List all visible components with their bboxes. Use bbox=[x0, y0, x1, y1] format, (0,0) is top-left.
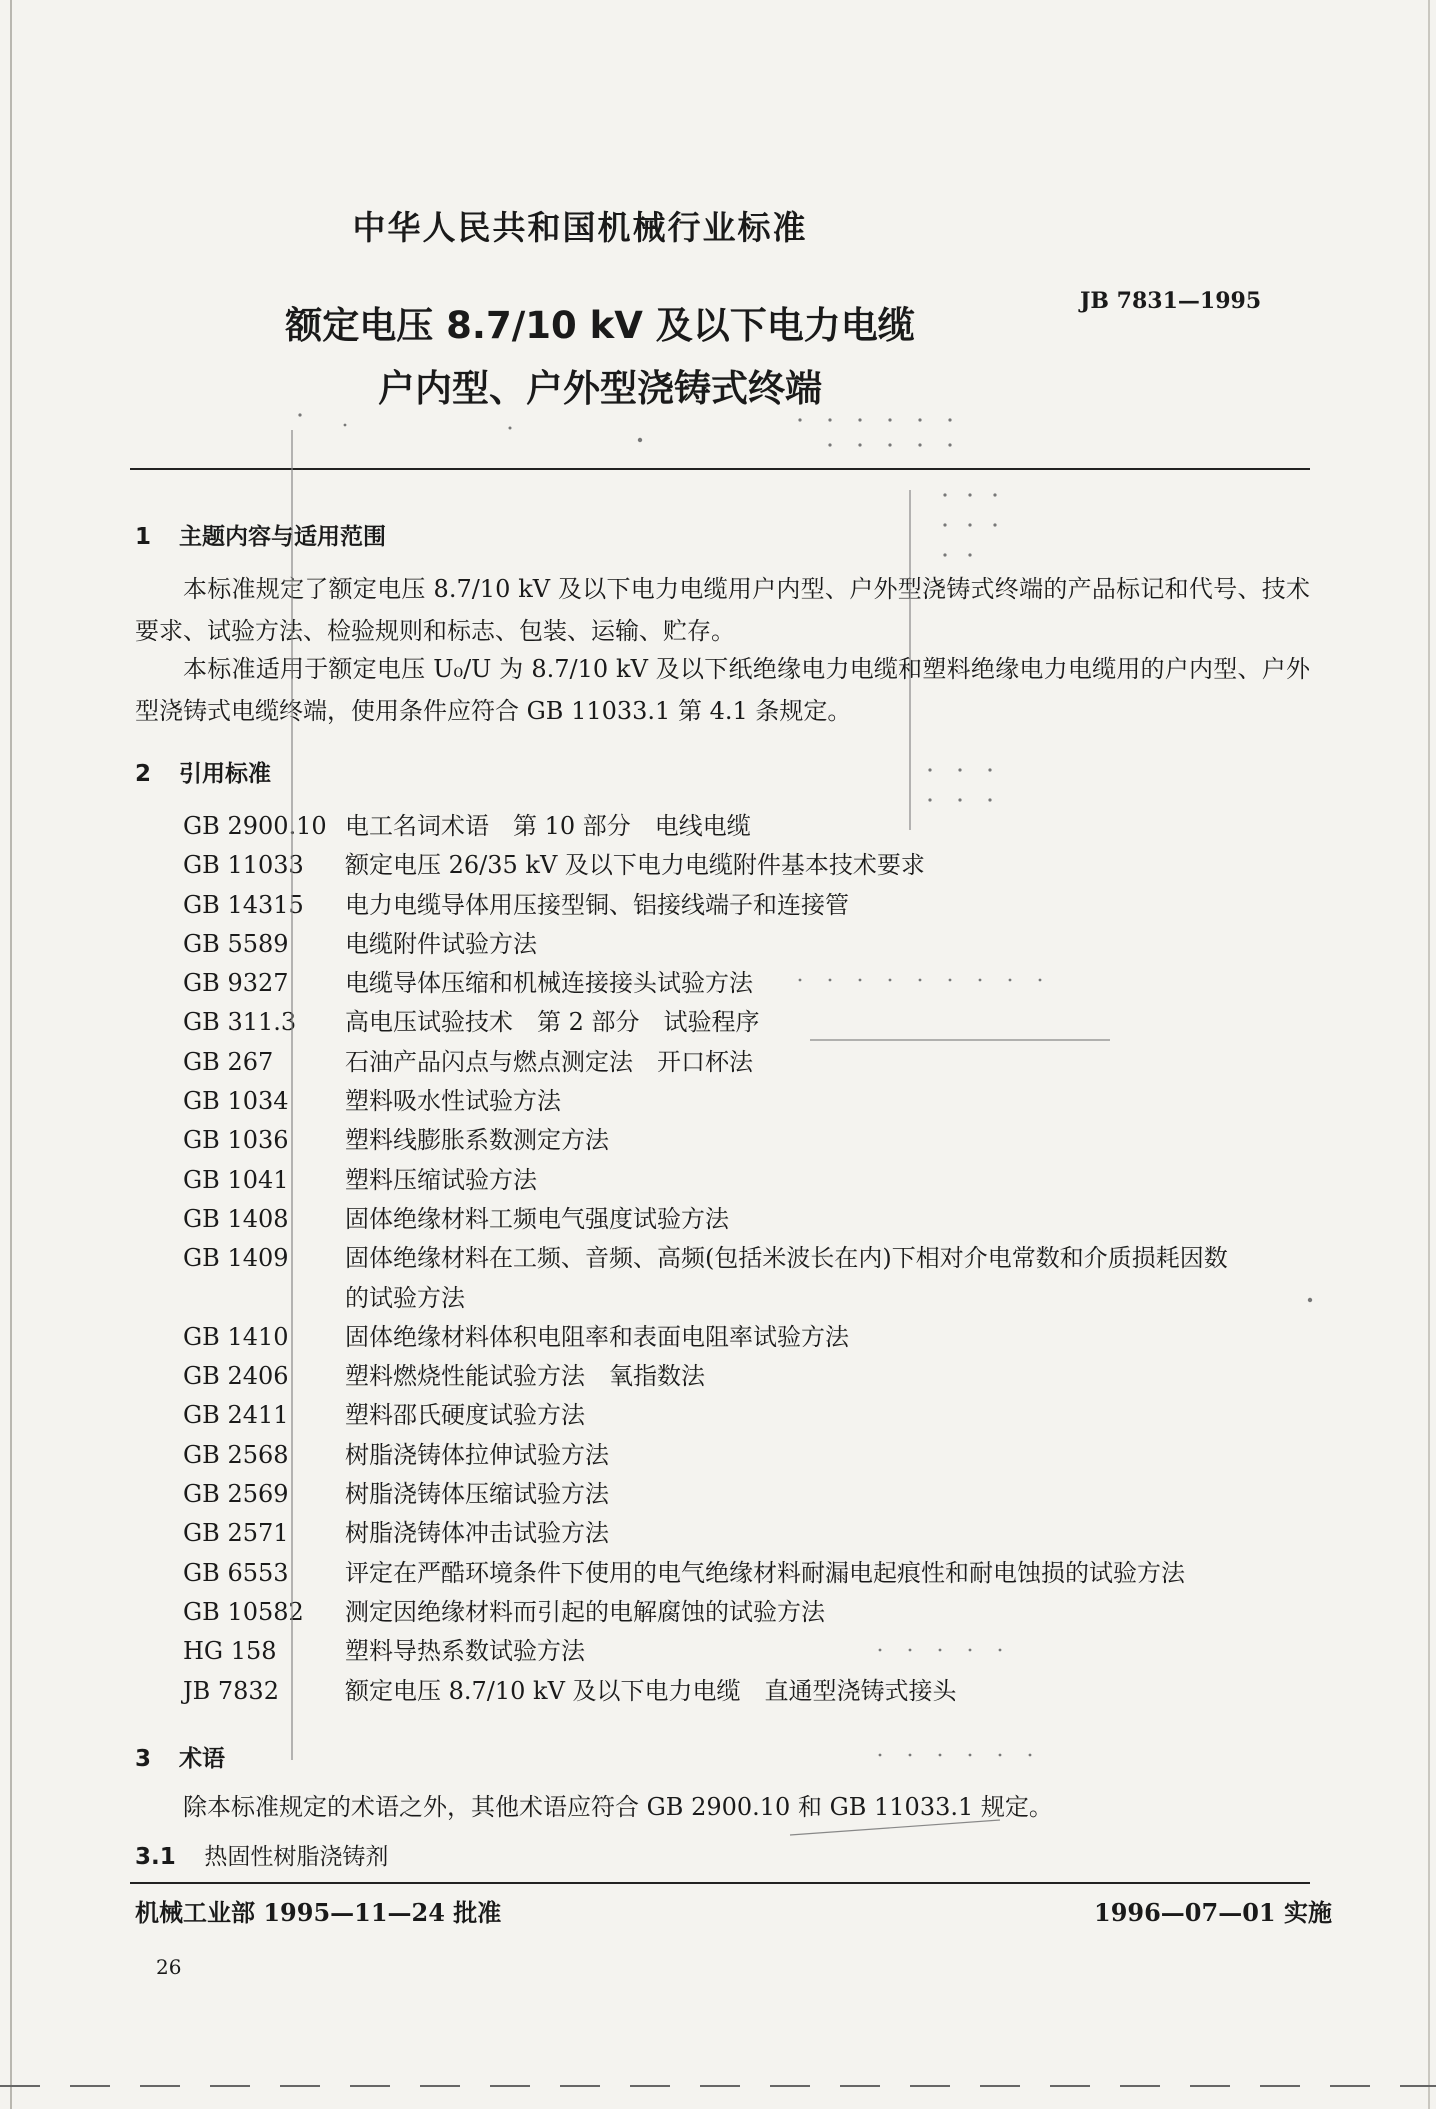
reference-title: 树脂浇铸体拉伸试验方法 bbox=[345, 1440, 609, 1469]
reference-code: JB 7832 bbox=[183, 1676, 279, 1705]
reference-title: 塑料燃烧性能试验方法 氧指数法 bbox=[345, 1362, 705, 1391]
reference-code: GB 6553 bbox=[183, 1558, 289, 1587]
standard-code: JB 7831—1995 bbox=[1080, 288, 1262, 314]
reference-title: 塑料压缩试验方法 bbox=[345, 1165, 537, 1194]
reference-code: GB 1036 bbox=[183, 1126, 289, 1155]
reference-code: GB 14315 bbox=[183, 890, 304, 919]
reference-code: GB 2900.10 bbox=[183, 812, 327, 840]
document-title-line1: 额定电压 8.7/10 kV 及以下电力电缆 bbox=[285, 304, 915, 347]
reference-title: 电缆导体压缩和机械连接接头试验方法 bbox=[345, 969, 753, 998]
reference-code: GB 10582 bbox=[183, 1597, 304, 1626]
reference-title: 测定因绝缘材料而引起的电解腐蚀的试验方法 bbox=[345, 1597, 825, 1626]
reference-code: HG 158 bbox=[183, 1637, 277, 1666]
section-3-paragraph-1: 除本标准规定的术语之外，其他术语应符合 GB 2900.10 和 GB 11033.1 规定。 bbox=[183, 1793, 1053, 1821]
section-number: 2 bbox=[135, 761, 152, 787]
approval-note: 机械工业部 1995—11—24 批准 bbox=[135, 1898, 502, 1927]
subsection-title: 热固性树脂浇铸剂 bbox=[204, 1844, 389, 1870]
section-title: 引用标准 bbox=[179, 761, 272, 787]
reference-code: GB 311.3 bbox=[183, 1008, 297, 1037]
reference-code: GB 2568 bbox=[183, 1440, 289, 1469]
reference-title: 评定在严酷环境条件下使用的电气绝缘材料耐漏电起痕性和耐电蚀损的试验方法 bbox=[345, 1558, 1185, 1587]
reference-code: GB 2569 bbox=[183, 1480, 289, 1509]
section-1-paragraph-2: 本标准适用于额定电压 U₀/U 为 8.7/10 kV 及以下纸绝缘电力电缆和塑料绝缘电力电缆用的户内型、户外型浇铸式电缆终端，使用条件应符合 GB 11033.1 第 4.1 条规定。 bbox=[135, 655, 1310, 725]
reference-title: 高电压试验技术 第 2 部分 试验程序 bbox=[345, 1008, 760, 1037]
reference-title: 塑料导热系数试验方法 bbox=[345, 1637, 585, 1666]
section-number: 1 bbox=[135, 524, 152, 550]
reference-code: GB 1034 bbox=[183, 1087, 289, 1116]
reference-code: GB 267 bbox=[183, 1047, 274, 1076]
reference-code: GB 9327 bbox=[183, 969, 289, 998]
reference-code: GB 1041 bbox=[183, 1165, 289, 1194]
reference-title: 电工名词术语 第 10 部分 电线电缆 bbox=[345, 812, 751, 840]
reference-title: 的试验方法 bbox=[345, 1283, 465, 1312]
reference-title: 固体绝缘材料体积电阻率和表面电阻率试验方法 bbox=[345, 1322, 849, 1351]
reference-code: GB 2411 bbox=[183, 1401, 289, 1430]
reference-title: 塑料吸水性试验方法 bbox=[345, 1087, 561, 1116]
reference-title: 塑料线膨胀系数测定方法 bbox=[345, 1126, 609, 1155]
section-title: 主题内容与适用范围 bbox=[179, 524, 387, 550]
reference-title: 石油产品闪点与燃点测定法 开口杯法 bbox=[345, 1047, 753, 1076]
reference-title: 电力电缆导体用压接型铜、铝接线端子和连接管 bbox=[345, 890, 849, 919]
implementation-date: 1996—07—01 实施 bbox=[1094, 1898, 1332, 1927]
section-number: 3 bbox=[135, 1746, 152, 1772]
reference-title: 固体绝缘材料工频电气强度试验方法 bbox=[345, 1204, 729, 1233]
scan-bottom-edge bbox=[0, 2085, 1436, 2087]
reference-code: GB 1410 bbox=[183, 1322, 289, 1351]
document-title-line2: 户内型、户外型浇铸式终端 bbox=[378, 367, 822, 410]
reference-code: GB 1408 bbox=[183, 1204, 289, 1233]
reference-title: 额定电压 26/35 kV 及以下电力电缆附件基本技术要求 bbox=[345, 851, 925, 880]
reference-code: GB 1409 bbox=[183, 1244, 289, 1273]
reference-title: 固体绝缘材料在工频、音频、高频(包括米波长在内)下相对介电常数和介质损耗因数 bbox=[345, 1244, 1228, 1273]
reference-title: 树脂浇铸体冲击试验方法 bbox=[345, 1519, 609, 1548]
reference-title: 树脂浇铸体压缩试验方法 bbox=[345, 1480, 609, 1509]
reference-title: 塑料邵氏硬度试验方法 bbox=[345, 1401, 585, 1430]
reference-code: GB 2406 bbox=[183, 1362, 289, 1391]
reference-title: 额定电压 8.7/10 kV 及以下电力电缆 直通型浇铸式接头 bbox=[345, 1676, 957, 1705]
reference-code: GB 2571 bbox=[183, 1519, 289, 1548]
issuing-organization: 中华人民共和国机械行业标准 bbox=[352, 208, 808, 247]
reference-code: GB 11033 bbox=[183, 851, 304, 880]
page-number: 26 bbox=[156, 1955, 182, 1979]
section-1-paragraph-1: 本标准规定了额定电压 8.7/10 kV 及以下电力电缆用户内型、户外型浇铸式终端的产品标记和代号、技术要求、试验方法、检验规则和标志、包装、运输、贮存。 bbox=[135, 575, 1310, 645]
subsection-number: 3.1 bbox=[135, 1844, 176, 1870]
reference-code: GB 5589 bbox=[183, 929, 289, 958]
reference-title: 电缆附件试验方法 bbox=[345, 929, 537, 958]
section-title: 术语 bbox=[179, 1746, 226, 1772]
